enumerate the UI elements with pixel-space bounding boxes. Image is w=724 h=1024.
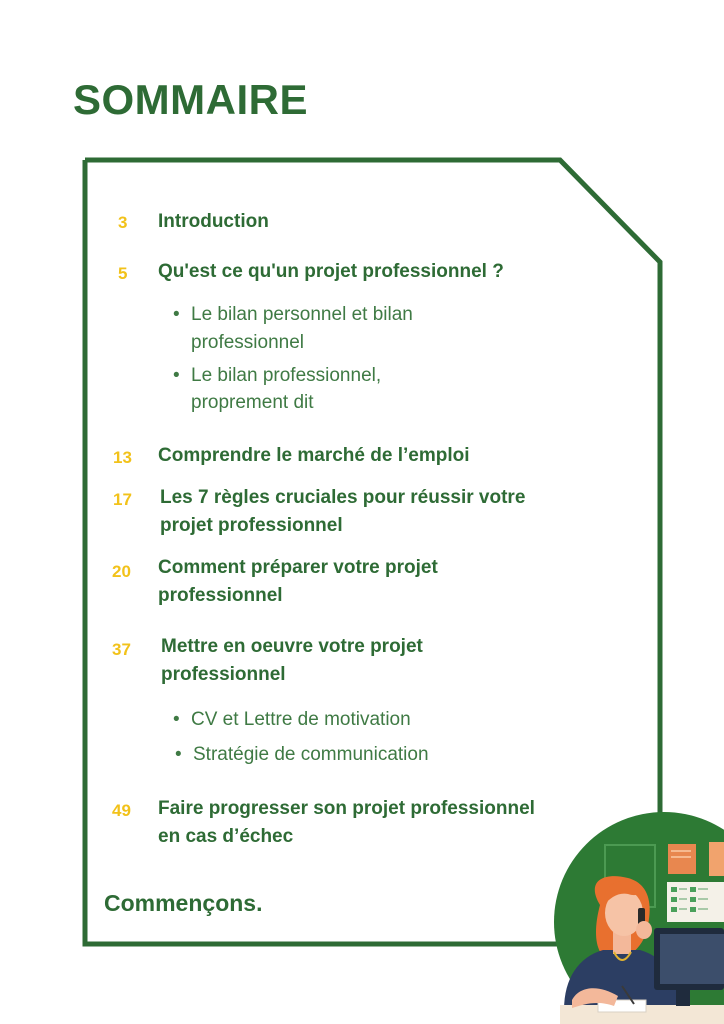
sub-entry-line: Stratégie de communication <box>193 744 429 765</box>
bullet-icon: • <box>173 304 180 325</box>
page-number: 49 <box>112 801 131 820</box>
page-number: 13 <box>113 448 132 467</box>
entry-title-continuation: en cas d’échec <box>158 826 294 847</box>
entry-title-continuation: professionnel <box>161 664 286 685</box>
entry-title: Les 7 règles cruciales pour réussir votre <box>160 487 526 508</box>
page-number: 17 <box>113 490 132 509</box>
entry-title: Comment préparer votre projet <box>158 557 438 578</box>
page-number: 3 <box>118 213 128 232</box>
entry-title: Comprendre le marché de l’emploi <box>158 445 470 466</box>
closing-text: Commençons. <box>104 890 263 916</box>
bullet-icon: • <box>175 744 182 765</box>
sub-entry-line: Le bilan professionnel, <box>191 365 382 386</box>
sub-entry-line: proprement dit <box>191 392 314 413</box>
page-title: SOMMAIRE <box>73 76 308 123</box>
sub-entry-line: CV et Lettre de motivation <box>191 709 411 730</box>
entry-title: Faire progresser son projet professionnel <box>158 798 535 819</box>
bullet-icon: • <box>173 365 180 386</box>
entry-title: Introduction <box>158 211 269 232</box>
page-number: 5 <box>118 264 128 283</box>
bullet-icon: • <box>173 709 180 730</box>
sub-entry-line: professionnel <box>191 332 305 353</box>
sub-entry-line: Le bilan personnel et bilan <box>191 304 413 325</box>
entry-title: Qu'est ce qu'un projet professionnel ? <box>158 261 504 282</box>
entry-title: Mettre en oeuvre votre projet <box>161 636 423 657</box>
entry-title-continuation: projet professionnel <box>160 515 343 536</box>
page-number: 37 <box>112 640 131 659</box>
entry-title-continuation: professionnel <box>158 585 283 606</box>
page-number: 20 <box>112 562 131 581</box>
